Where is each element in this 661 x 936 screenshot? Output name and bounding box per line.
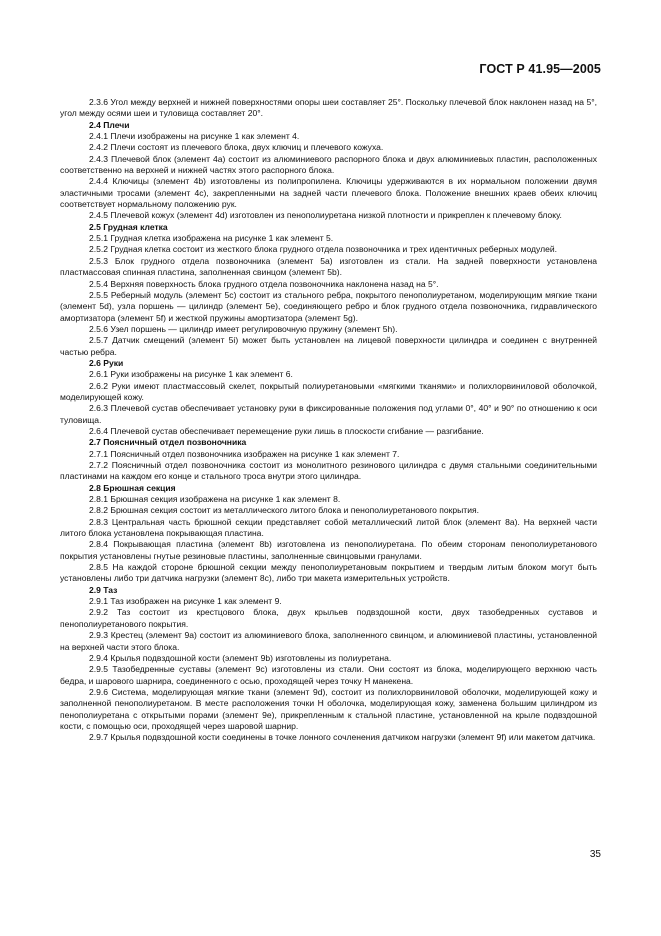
paragraph: 2.9.4 Крылья подвздошной кости (элемент 9b) изготовлены из полиуретана. (89, 652, 392, 663)
page-number: 35 (589, 849, 601, 860)
paragraph: 2.5.5 Реберный модуль (элемент 5c) состоит из стального ребра, покрытого пенополиуретаном, моделирующим мягкие ткани (элемент 5d), узла поршень — цилиндр (элемент 5e), соединяющего ребро и блок грудного отдела позвоночника, гидравлического амортизатора (элемент 5f) и жесткой пружины амортизатора (элемент 5g). (60, 289, 597, 323)
paragraph: 2.4.1 Плечи изображены на рисунке 1 как элемент 4. (89, 131, 300, 142)
section-heading: 2.4 Плечи (89, 119, 130, 130)
document-header: ГОСТ Р 41.95—2005 (479, 62, 601, 76)
paragraph: 2.7.2 Поясничный отдел позвоночника состоит из монолитного резинового цилиндра с двумя стальными соединительными пластинами на каждом его конце и стального троса внутри этого цилиндра. (60, 460, 597, 482)
paragraph: 2.5.1 Грудная клетка изображена на рисунке 1 как элемент 5. (89, 233, 334, 244)
paragraph: 2.6.1 Руки изображены на рисунке 1 как элемент 6. (89, 369, 293, 380)
paragraph: 2.8.2 Брюшная секция состоит из металлического литого блока и пенополиуретанового покрытия. (89, 505, 479, 516)
paragraph: 2.6.3 Плечевой сустав обеспечивает установку руки в фиксированные положения под углами 0°, 40° и 90° по отношению к оси туловища. (60, 403, 597, 425)
paragraph: 2.4.3 Плечевой блок (элемент 4a) состоит из алюминиевого распорного блока и двух алюминиевых пластин, расположенных соответственно на верхней и нижней частях этого распорного блока. (60, 153, 597, 176)
paragraph: 2.5.6 Узел поршень — цилиндр имеет регулировочную пружину (элемент 5h). (89, 323, 398, 334)
section-heading: 2.5 Грудная клетка (89, 221, 168, 232)
paragraph: 2.7.1 Поясничный отдел позвоночника изображен на рисунке 1 как элемент 7. (89, 448, 400, 459)
paragraph: 2.9.2 Таз состоит из крестцового блока, двух крыльев подвздошной кости, двух тазобедренных суставов и пенополиуретанового покрытия. (60, 607, 597, 629)
paragraph: 2.8.5 На каждой стороне брюшной секции между пенополиуретановым покрытием и твердым литым блоком могут быть установлены либо три датчика нагрузки (элемент 8c), либо три макета измерительных устройств. (60, 562, 597, 584)
paragraph: 2.9.7 Крылья подвздошной кости соединены в точке лонного сочленения датчиком нагрузки (элемент 9f) или макетом датчика. (89, 732, 596, 743)
paragraph: 2.5.3 Блок грудного отдела позвоночника (элемент 5a) изготовлен из стали. На задней поверхности установлена пластмассовая спинная пластина, заполненная свинцом (элемент 5b). (60, 255, 597, 278)
section-heading: 2.6 Руки (89, 357, 124, 368)
paragraph: 2.5.2 Грудная клетка состоит из жесткого блока грудного отдела позвоночника и трех идентичных реберных модулей. (89, 244, 557, 255)
paragraph: 2.5.4 Верхняя поверхность блока грудного отдела позвоночника наклонена назад на 5°. (89, 278, 439, 289)
paragraph: 2.9.1 Таз изображен на рисунке 1 как элемент 9. (89, 596, 282, 607)
section-heading: 2.7 Поясничный отдел позвоночника (89, 437, 247, 448)
paragraph: 2.5.7 Датчик смещений (элемент 5i) может быть установлен на лицевой поверхности цилиндра и соединен с внутренней частью ребра. (60, 335, 597, 357)
paragraph: 2.3.6 Угол между верхней и нижней поверхностями опоры шеи составляет 25°. Поскольку плечевой блок наклонен назад на 5°, угол между осями шеи и туловища составляет 20°. (60, 97, 597, 119)
section-heading: 2.9 Таз (89, 584, 118, 595)
paragraph: 2.8.1 Брюшная секция изображена на рисунке 1 как элемент 8. (89, 494, 341, 505)
section-heading: 2.8 Брюшная секция (89, 482, 176, 493)
paragraph: 2.8.4 Покрывающая пластина (элемент 8b) изготовлена из пенополиуретана. По обеим сторонам пенополиуретанового покрытия установлены гнутые резиновые пластины, заполненные свинцовыми гранулами. (60, 539, 597, 561)
paragraph: 2.9.3 Крестец (элемент 9a) состоит из алюминиевого блока, заполненного свинцом, и алюминиевой пластины, установленной на верхней части этого блока. (60, 630, 597, 652)
paragraph: 2.4.2 Плечи состоят из плечевого блока, двух ключиц и плечевого кожуха. (89, 142, 384, 153)
paragraph: 2.9.6 Система, моделирующая мягкие ткани (элемент 9d), состоит из полихлорвиниловой оболочки, моделирующей кожу и заполненной пенополиуретаном. В месте расположения точки H оболочка, моделирующая кожу, заменена большим цилиндром из пенополиуретана с открытыми порами (элемент 9e), прикрепленным к стальной пластине, установленной на крыле подвздошной кости, с помощью оси, проходящей через шаровой шарнир. (60, 686, 597, 731)
paragraph: 2.9.5 Тазобедренные суставы (элемент 9c) изготовлены из стали. Они состоят из блока, моделирующего верхнюю часть бедра, и шарового шарнира, соединенного с осью, проходящей через точку H манекена. (60, 664, 597, 686)
paragraph: 2.4.4 Ключицы (элемент 4b) изготовлены из полипропилена. Ключицы удерживаются в их нормальном положении двумя эластичными тросами (элемент 4c), закрепленными на задней части плечевого блока. Положение внешних краев обеих ключиц соответствует нормальному положению рук. (60, 176, 597, 210)
paragraph: 2.6.2 Руки имеют пластмассовый скелет, покрытый полиуретановыми «мягкими тканями» и полихлорвиниловой оболочкой, моделирующей кожу. (60, 380, 597, 402)
paragraph: 2.8.3 Центральная часть брюшной секции представляет собой металлический литой блок (элемент 8a). На верхней части литого блока установлена покрывающая пластина. (60, 516, 597, 539)
document-body (60, 97, 597, 744)
paragraph: 2.4.5 Плечевой кожух (элемент 4d) изготовлен из пенополиуретана низкой плотности и прикреплен к плечевому блоку. (89, 210, 562, 221)
paragraph: 2.6.4 Плечевой сустав обеспечивает перемещение руки лишь в плоскости сгибание — разгибание. (89, 425, 484, 436)
